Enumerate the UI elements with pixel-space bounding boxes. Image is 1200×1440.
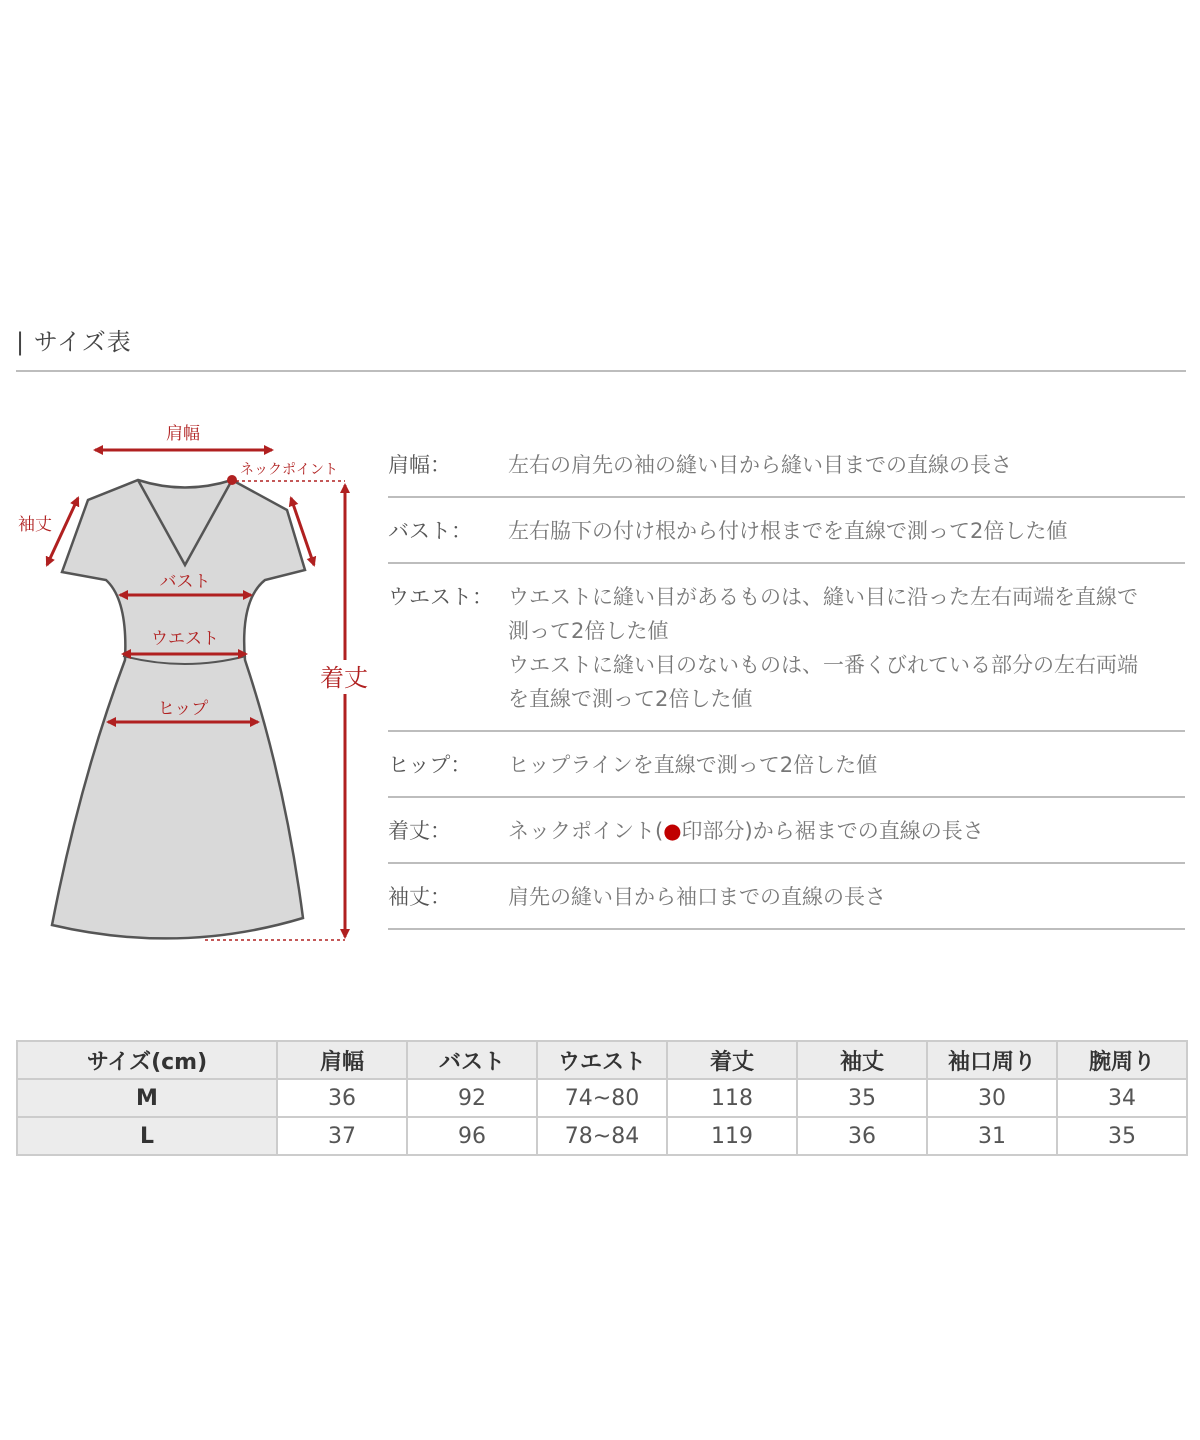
table-cell: 36 xyxy=(797,1117,927,1155)
definition-row-bust xyxy=(388,498,1185,564)
table-row xyxy=(17,1079,1187,1117)
size-table xyxy=(16,1040,1188,1156)
table-cell: 36 xyxy=(277,1079,407,1117)
definition-line: を直線で測って2倍した値 xyxy=(508,687,753,711)
definition-term: ウエスト： xyxy=(388,585,493,609)
size-cell: M xyxy=(17,1079,277,1117)
column-header-waist: ウエスト xyxy=(537,1041,667,1079)
neck-point-dot xyxy=(227,475,237,485)
table-cell: 78~84 xyxy=(537,1117,667,1155)
column-header-shoulder: 肩幅 xyxy=(277,1041,407,1079)
definition-description xyxy=(508,448,1185,482)
definition-row-hip xyxy=(388,732,1185,798)
definition-term: 肩幅： xyxy=(388,453,451,477)
table-cell: 30 xyxy=(927,1079,1057,1117)
sleeve-label: 袖丈 xyxy=(18,515,52,535)
definition-description xyxy=(508,514,1185,548)
definition-term: ヒップ： xyxy=(388,753,472,777)
neck-point-label: ネックポイント xyxy=(240,462,338,478)
definition-description xyxy=(508,880,1185,914)
waist-label: ウエスト xyxy=(151,629,219,649)
definition-line: 左右脇下の付け根から付け根までを直線で測って2倍した値 xyxy=(508,519,1068,543)
table-cell: 96 xyxy=(407,1117,537,1155)
bust-label: バスト xyxy=(159,572,211,592)
table-cell: 35 xyxy=(797,1079,927,1117)
definition-line: ヒップラインを直線で測って2倍した値 xyxy=(508,753,878,777)
table-cell: 119 xyxy=(667,1117,797,1155)
table-cell: 92 xyxy=(407,1079,537,1117)
definition-row-sleeve xyxy=(388,864,1185,930)
hip-label: ヒップ xyxy=(157,699,209,719)
definition-line xyxy=(508,814,1185,848)
definition-term: 着丈： xyxy=(388,819,451,843)
definition-line: ウエストに縫い目のないものは、一番くびれている部分の左右両端 xyxy=(508,653,1138,677)
table-cell: 34 xyxy=(1057,1079,1187,1117)
section-title: | サイズ表 xyxy=(16,328,132,356)
column-header-sleeve: 袖丈 xyxy=(797,1041,927,1079)
table-cell: 35 xyxy=(1057,1117,1187,1155)
definition-line: ウエストに縫い目があるものは、縫い目に沿った左右両端を直線で xyxy=(508,585,1138,609)
definition-text-before: ネックポイント( xyxy=(508,819,664,843)
definition-description xyxy=(508,814,1185,848)
table-cell: 31 xyxy=(927,1117,1057,1155)
table-header-row xyxy=(17,1041,1187,1079)
definition-term: バスト： xyxy=(388,519,472,543)
definition-line: 肩先の縫い目から袖口までの直線の長さ xyxy=(508,885,886,909)
definition-line: 測って2倍した値 xyxy=(508,619,669,643)
column-header-size: サイズ(cm) xyxy=(17,1041,277,1079)
definition-row-waist xyxy=(388,564,1185,732)
definition-row-shoulder xyxy=(388,432,1185,498)
table-cell: 74~80 xyxy=(537,1079,667,1117)
title-divider xyxy=(16,370,1186,372)
definition-description xyxy=(508,580,1185,716)
definition-row-length xyxy=(388,798,1185,864)
measurement-definitions xyxy=(388,432,1185,930)
definition-description xyxy=(508,748,1185,782)
column-header-bust: バスト xyxy=(407,1041,537,1079)
dress-measurement-diagram xyxy=(0,400,380,960)
shoulder-label: 肩幅 xyxy=(166,424,200,444)
definition-line: 左右の肩先の袖の縫い目から縫い目までの直線の長さ xyxy=(508,453,1012,477)
definition-text-after: 印部分)から裾までの直線の長さ xyxy=(681,819,984,843)
column-header-length: 着丈 xyxy=(667,1041,797,1079)
size-cell: L xyxy=(17,1117,277,1155)
table-row xyxy=(17,1117,1187,1155)
length-label: 着丈 xyxy=(320,664,368,692)
column-header-arm: 腕周り xyxy=(1057,1041,1187,1079)
table-cell: 118 xyxy=(667,1079,797,1117)
column-header-cuff: 袖口周り xyxy=(927,1041,1057,1079)
definition-term: 袖丈： xyxy=(388,885,451,909)
table-cell: 37 xyxy=(277,1117,407,1155)
red-dot-icon: ● xyxy=(663,819,682,843)
